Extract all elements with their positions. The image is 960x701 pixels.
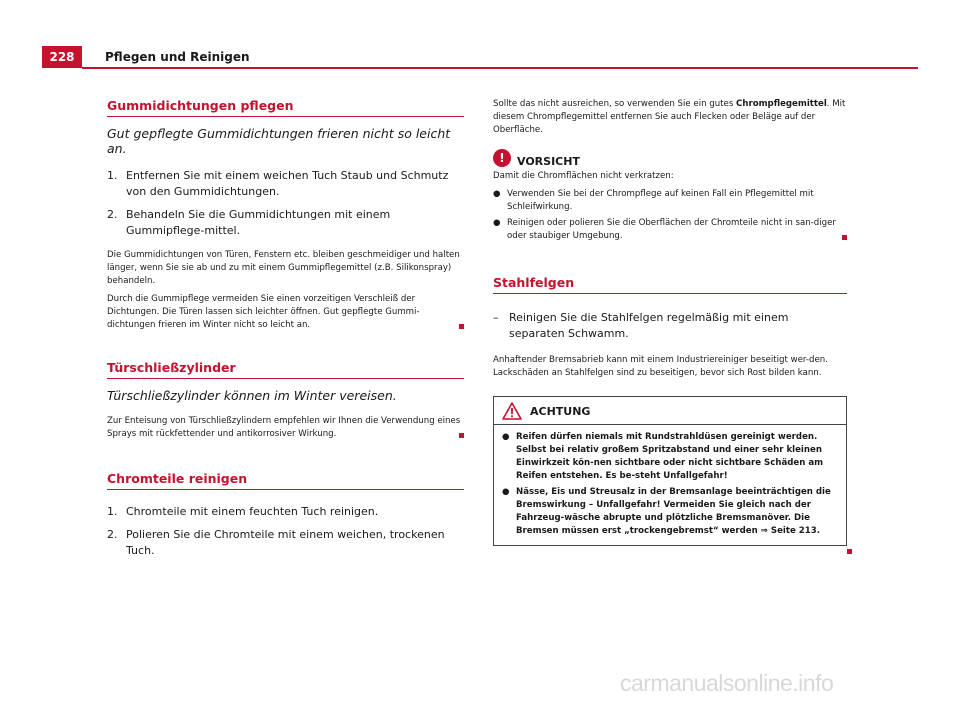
caution-title: VORSICHT <box>517 155 580 168</box>
instruction-item: – Reinigen Sie die Stahlfelgen regelmäßig mit einem separaten Schwamm. <box>493 311 789 340</box>
section-tuerschliesszylinder <box>107 360 464 441</box>
section-end-marker <box>847 549 852 554</box>
warning-bullet: ● Nässe, Eis und Streusalz in der Bremsanlage beeinträchtigen die Bremswirkung – Unfallgefahr! Vermeiden Sie gleich nach der Fahrzeug-wäsche abrupte und plötzliche Bremsmanöver. Die Bremsen müssen erst „trockengebremst“ werden ⇒ Seite 213. <box>502 487 831 536</box>
section-end-marker <box>459 324 464 329</box>
caution-lead: Damit die Chromflächen nicht verkratzen: <box>493 171 674 181</box>
section-gummidichtungen <box>107 98 464 332</box>
paragraph: Durch die Gummipflege vermeiden Sie einen vorzeitigen Verschleiß der Dichtungen. Die Türen lassen sich leichter öffnen. Gut gepflegte Gummi-dichtungen frieren im Winter nicht so leicht an. <box>107 293 464 332</box>
section-heading: Gummidichtungen pflegen <box>107 98 464 117</box>
warning-box <box>493 396 847 546</box>
step-list <box>107 168 464 239</box>
step-item: 2. Polieren Sie die Chromteile mit einem weichen, trockenen Tuch. <box>107 528 445 557</box>
right-column <box>493 98 847 546</box>
caution-icon: ! <box>493 149 511 167</box>
caution-bullet: ● Verwenden Sie bei der Chrompflege auf keinen Fall ein Pflegemittel mit Schleifwirkung. <box>493 189 814 212</box>
page-number: 228 <box>42 46 82 68</box>
watermark: carmanualsonline.info <box>620 670 834 696</box>
step-item: 2. Behandeln Sie die Gummidichtungen mit einem Gummipflege-mittel. <box>107 208 391 237</box>
caution-block <box>493 147 847 243</box>
left-column <box>107 98 464 566</box>
section-subtitle: Türschließzylinder können im Winter vereisen. <box>107 388 397 403</box>
section-heading: Chromteile reinigen <box>107 471 464 490</box>
section-heading: Türschließzylinder <box>107 360 464 379</box>
paragraph: Anhaftender Bremsabrieb kann mit einem Industriereiniger beseitigt wer-den. Lackschäden an Stahlfelgen sind zu beseitigen, bevor sich Rost bilden kann. <box>493 355 828 378</box>
paragraph: Zur Enteisung von Türschließzylindern empfehlen wir Ihnen die Verwendung eines Sprays mit rückfettender und antikorrosiver Wirkung. <box>107 415 464 441</box>
step-list <box>107 504 464 559</box>
section-end-marker <box>842 235 847 240</box>
section-stahlfelgen <box>493 275 847 380</box>
step-item: 1. Chromteile mit einem feuchten Tuch reinigen. <box>107 505 379 518</box>
section-end-marker <box>459 433 464 438</box>
header-rule <box>82 67 918 69</box>
step-item: 1. Entfernen Sie mit einem weichen Tuch Staub und Schmutz von den Gummidichtungen. <box>107 169 449 198</box>
page-header-title: Pflegen und Reinigen <box>105 50 250 64</box>
section-chromteile <box>107 471 464 559</box>
paragraph: Die Gummidichtungen von Türen, Fenstern etc. bleiben geschmeidiger und halten länger, wenn Sie sie ab und zu mit einem Gummipflegemittel (z.B. Silikonspray) behandeln. <box>107 250 460 286</box>
caution-bullet: ● Reinigen oder polieren Sie die Oberflächen der Chromteile nicht in san-diger oder staubiger Umgebung. <box>493 217 847 243</box>
warning-triangle-icon <box>502 402 522 420</box>
section-subtitle: Gut gepflegte Gummidichtungen frieren nicht so leicht an. <box>107 126 451 156</box>
section-heading: Stahlfelgen <box>493 275 847 294</box>
warning-title: ACHTUNG <box>530 404 591 418</box>
intro-paragraph: Sollte das nicht ausreichen, so verwenden Sie ein gutes Chrompflegemittel. Mit diesem Chrompflegemittel entfernen Sie auch Flecken oder Beläge auf der Oberfläche. <box>493 99 846 135</box>
warning-bullet: ● Reifen dürfen niemals mit Rundstrahldüsen gereinigt werden. Selbst bei relativ großem Spritzabstand und einer sehr kleinen Einwirkzeit kön-nen sichtbare oder nicht sichtbare Schäden am Reifen entstehen. Es be-steht Unfallgefahr! <box>502 432 824 481</box>
